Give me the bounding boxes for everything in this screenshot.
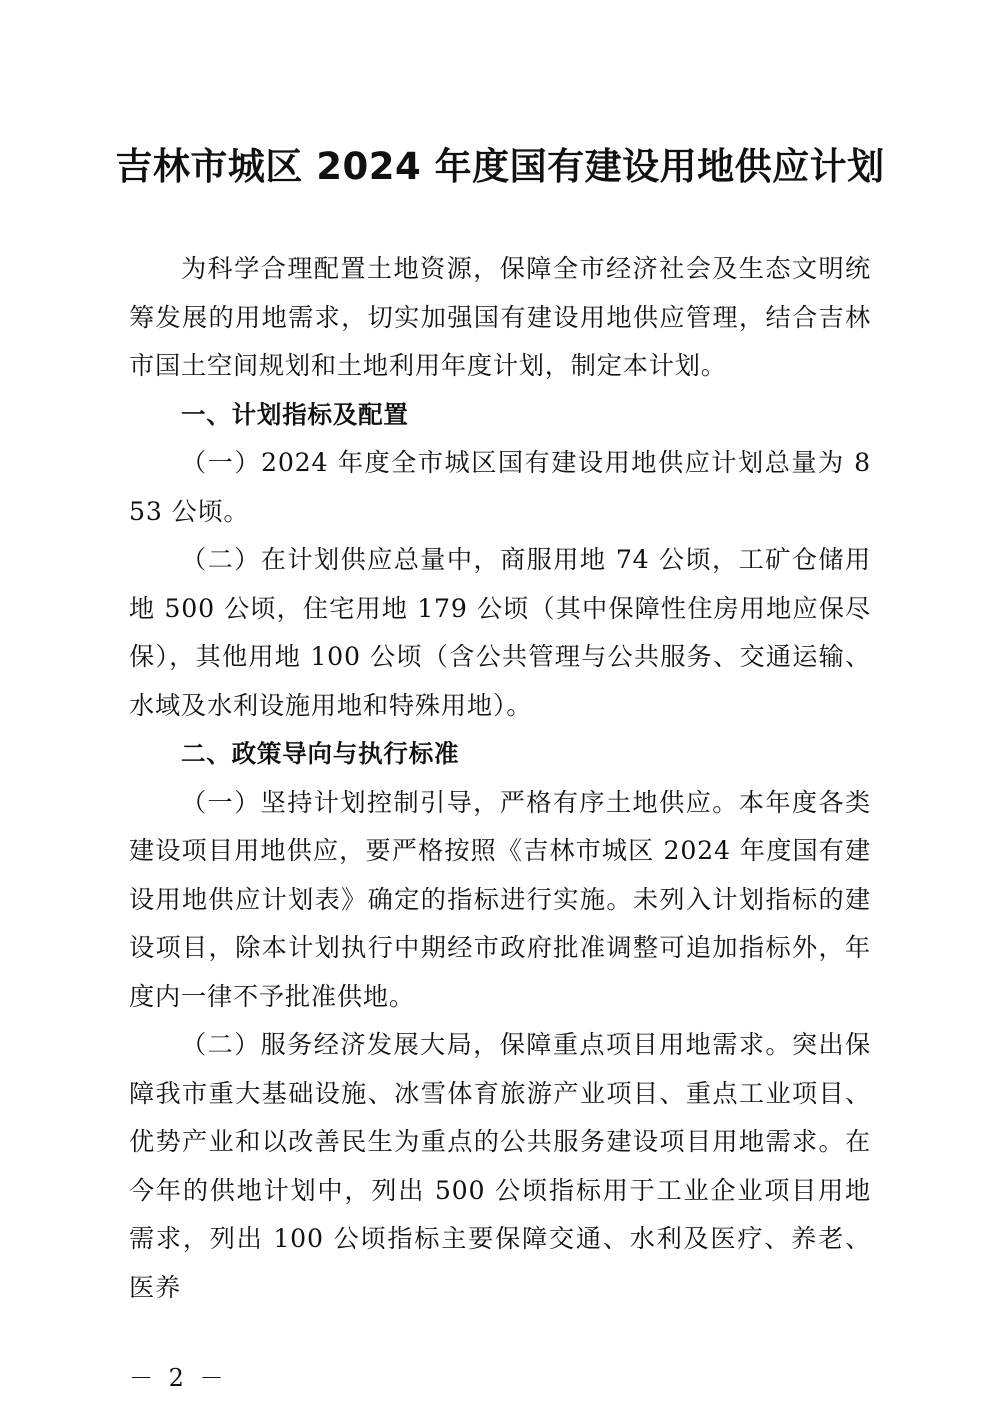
- section-1-item-2: （二）在计划供应总量中，商服用地 74 公顷，工矿仓储用地 500 公顷，住宅用地 179 公顷（其中保障性住房用地应保尽保），其他用地 100 公顷（含公共管理与公共服务、交通运输、水域及水利设施用地和特殊用地）。: [129, 545, 871, 720]
- section-1-item-1: （一）2024 年度全市城区国有建设用地供应计划总量为 853 公顷。: [129, 448, 871, 526]
- section-heading-1: 一、计划指标及配置: [181, 399, 409, 429]
- section-heading-2: 二、政策导向与执行标准: [181, 739, 460, 768]
- intro-paragraph: 为科学合理配置土地资源，保障全市经济社会及生态文明统筹发展的用地需求，切实加强国有建设用地供应管理，结合吉林市国土空间规划和土地利用年度计划，制定本计划。: [129, 254, 871, 380]
- section-2-item-1: （一）坚持计划控制引导，严格有序土地供应。本年度各类建设项目用地供应，要严格按照《吉林市城区 2024 年度国有建设用地供应计划表》确定的指标进行实施。未列入计划指标的建设项目，除本计划执行中期经市政府批准调整可追加指标外，年度内一律不予批准供地。: [129, 787, 871, 1011]
- document-body: [129, 245, 871, 1312]
- document-title: 吉林市城区 2024 年度国有建设用地供应计划: [115, 145, 885, 188]
- page-number: － 2 －: [129, 1364, 228, 1392]
- section-2-item-2: （二）服务经济发展大局，保障重点项目用地需求。突出保障我市重大基础设施、冰雪体育旅游产业项目、重点工业项目、优势产业和以改善民生为重点的公共服务建设项目用地需求。在今年的供地计划中，列出 500 公顷指标用于工业企业项目用地需求，列出 100 公顷指标主要保障交通、水利及医疗、养老、医养: [129, 1030, 871, 1302]
